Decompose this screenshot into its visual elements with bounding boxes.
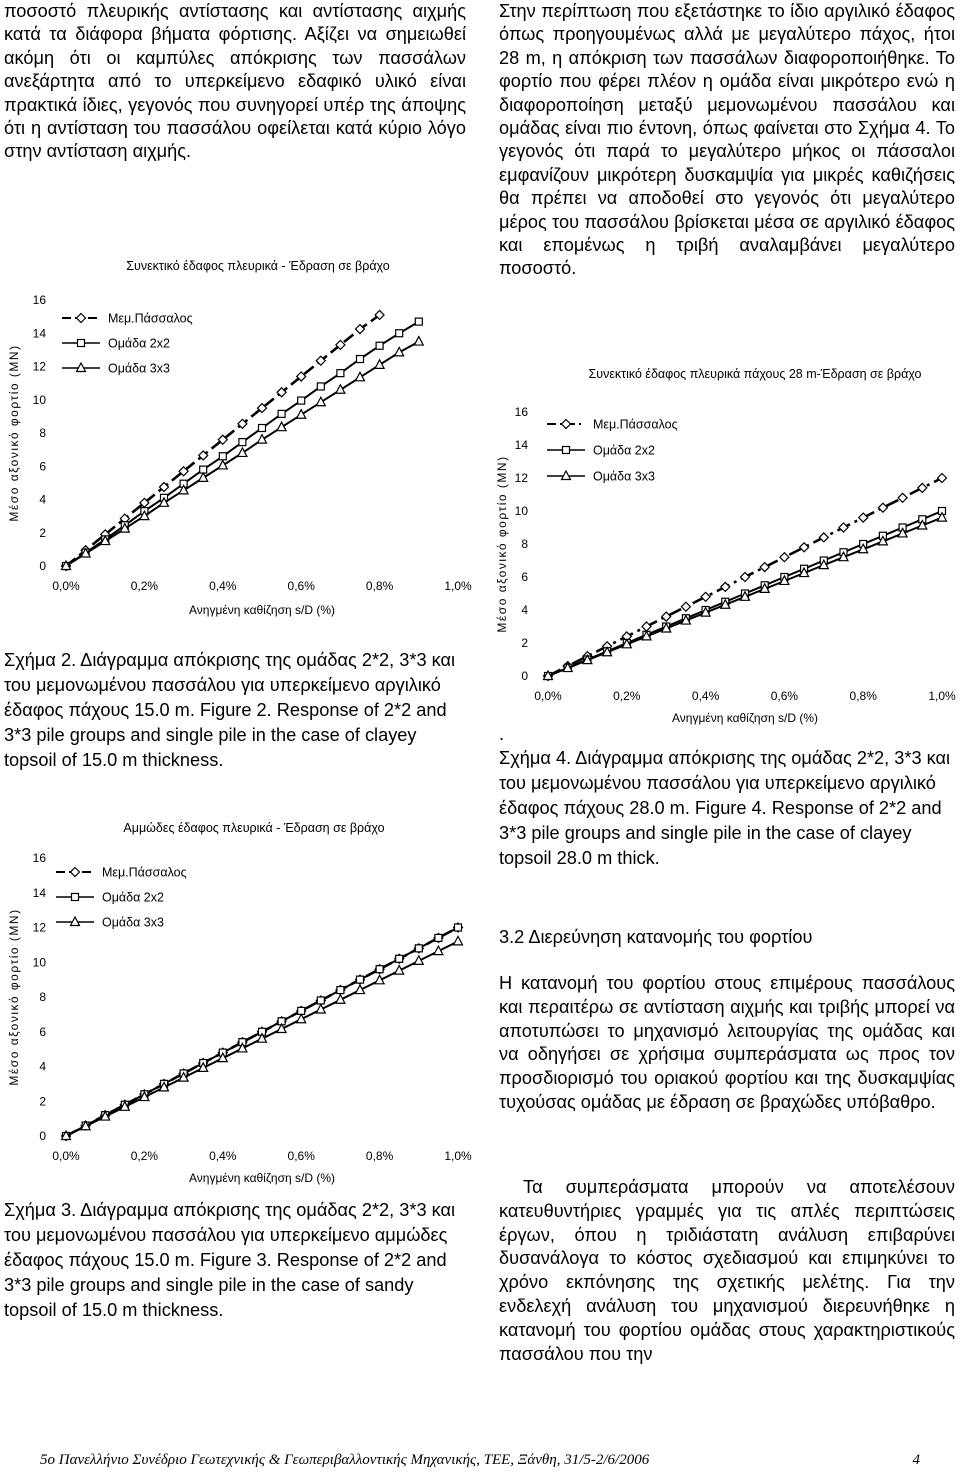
series-point — [239, 439, 246, 446]
y-tick-label: 12 — [32, 359, 46, 374]
legend-label: Ομάδα 2x2 — [108, 336, 170, 351]
y-tick-label: 6 — [39, 459, 46, 474]
y-tick-label: 16 — [32, 293, 46, 307]
y-tick-label: 16 — [32, 851, 46, 865]
series-point — [800, 543, 809, 552]
series-point — [839, 523, 848, 532]
series-point — [760, 563, 769, 572]
series-point — [396, 955, 403, 962]
fig4-svg — [492, 362, 960, 734]
x-axis-label: Ανηγμένη καθίζηση s/D (%) — [188, 603, 336, 617]
x-tick-label: 0,0% — [52, 1149, 80, 1163]
stray-dot: . — [499, 724, 505, 744]
series-point — [681, 602, 690, 611]
legend-point — [563, 447, 570, 454]
series-point — [336, 385, 345, 394]
legend-label: Ομάδα 3x3 — [102, 915, 164, 930]
series-point — [662, 612, 671, 621]
figure-4-chart — [492, 362, 960, 734]
y-tick-label: 0 — [521, 669, 528, 683]
legend-label: Μεμ.Πάσσαλος — [593, 417, 678, 432]
series-point — [337, 370, 344, 377]
footer-page-number: 4 — [912, 1452, 920, 1468]
series-point — [780, 553, 789, 562]
legend-point — [562, 420, 571, 429]
figure-2-caption: Σχήμα 2. Διάγραμμα απόκρισης της ομάδας 2*2, 3*3 και του μεμονωμένου πασσάλου για υπερκείμενο αργιλικό έδαφος πάχους 15.0 m. Figure 2. Response of 2*2 and 3*3 pile groups and single pile in the case of clayey topsoil of 15.0 m thickness. — [4, 650, 456, 770]
series-point — [357, 976, 364, 983]
right-paragraph-2: Η κατανομή του φορτίου στους επιμέρους πασσάλους και περαιτέρω σε αντίσταση αιχμής και τριβής μπορεί να αποτυπώσει το μηχανισμό λειτουργίας της ομάδας και να οδηγήσει σε χρήσιμα συμπεράσματα ως προς τον προσδιορισμό του οριακού φορτίου και της δυσκαμψίας τυχούσας ομάδας με έδραση σε βραχώδες υπόβαθρο. — [499, 973, 955, 1112]
right-paragraph-1: Στην περίπτωση που εξετάστηκε το ίδιο αργιλικό έδαφος όπως προηγουμένως αλλά με μεγαλύτερο πάχος, ήτοι 28 m, η απόκριση των πασσάλων διαφοροποιήθηκε. Το φορτίο που φέρει πλέον η ομάδα είναι μικρότερο ενώ η διαφοροποίηση μεταξύ μεμονωμένου πασσάλου και ομάδας είναι πιο έντονη, όπως φαίνεται στο Σχήμα 4. Το γεγονός ότι παρά το μεγαλύτερο μήκος οι πάσσαλοι εμφανίζουν μικρότερη δυσκαμψία για μικρές καθιζήσεις θα πρέπει να αποδοθεί στο γεγονός ότι μεγαλύτερο μέρος του πασσάλου βρίσκεται μέσα σε αργιλικό έδαφος και επομένως η τριβή αναλαμβάνει μεγαλύτερο ποσοστό. — [499, 1, 955, 279]
x-tick-label: 0,4% — [209, 1149, 237, 1163]
y-tick-label: 12 — [32, 920, 46, 935]
legend-point — [77, 314, 86, 323]
legend-point — [72, 894, 79, 901]
section-heading: 3.2 Διερεύνηση κατανομής του φορτίου — [499, 927, 813, 947]
chart-title: Συνεκτικό έδαφος πλευρικά πάχους 28 m-Έδραση σε βράχο — [588, 367, 922, 381]
x-tick-label: 0,6% — [770, 689, 799, 703]
x-tick-label: 0,6% — [287, 579, 315, 593]
y-tick-label: 8 — [521, 537, 528, 551]
y-tick-label: 10 — [514, 504, 528, 518]
legend-label: Ομάδα 3x3 — [108, 361, 170, 376]
series-point — [238, 448, 247, 457]
series-point — [259, 425, 266, 432]
y-tick-label: 14 — [32, 326, 46, 341]
series-point — [258, 435, 267, 444]
legend-point — [78, 340, 85, 347]
legend-label: Ομάδα 2x2 — [593, 443, 655, 458]
fig3-svg — [0, 816, 480, 1188]
series-point — [701, 592, 710, 601]
x-tick-label: 0,0% — [534, 689, 562, 703]
figure-3-caption: Σχήμα 3. Διάγραμμα απόκρισης της ομάδας 2*2, 3*3 και του μεμονωμένου πασσάλου για υπερκείμενο αμμώδες έδαφος πάχους 15.0 m. Figure 3. Response of 2*2 and 3*3 pile groups and single pile in the case of sandy topsoil of 15.0 m thickness. — [4, 1200, 456, 1320]
y-tick-label: 4 — [521, 603, 528, 617]
x-tick-label: 1,0% — [444, 1149, 472, 1163]
y-tick-label: 2 — [39, 1094, 46, 1109]
series-point — [414, 337, 423, 346]
x-tick-label: 0,0% — [52, 579, 80, 593]
x-tick-label: 0,6% — [287, 1149, 315, 1163]
x-axis-label: Ανηγμένη καθίζηση s/D (%) — [188, 1171, 336, 1185]
x-tick-label: 0,8% — [849, 689, 877, 703]
series-point — [277, 422, 286, 431]
series-3 — [62, 936, 463, 1139]
series-point — [859, 513, 868, 522]
series-point — [219, 453, 226, 460]
y-tick-label: 10 — [32, 955, 46, 970]
legend-label: Μεμ.Πάσσαλος — [102, 865, 187, 880]
y-tick-label: 8 — [39, 990, 46, 1004]
series-point — [396, 330, 403, 337]
y-axis-label: Μέσο αξονικό φορτίο (ΜΝ) — [7, 344, 21, 522]
y-tick-label: 0 — [39, 1129, 46, 1143]
chart-title: Συνεκτικό έδαφος πλευρικά - Έδραση σε βράχο — [126, 259, 390, 273]
series-point — [199, 473, 208, 482]
series-point — [317, 383, 324, 390]
x-tick-label: 0,8% — [365, 579, 394, 593]
x-tick-label: 1,0% — [444, 579, 472, 593]
figure-3-chart — [0, 816, 480, 1188]
y-tick-label: 16 — [514, 405, 528, 419]
x-tick-label: 0,8% — [365, 1149, 394, 1163]
series-point — [298, 397, 305, 404]
y-tick-label: 4 — [39, 492, 46, 507]
y-tick-label: 0 — [39, 559, 46, 573]
series-point — [376, 342, 383, 349]
right-paragraph-3: Τα συμπεράσματα μπορούν να αποτελέσουν κατευθυντήριες γραμμές για τις απλές περιπτώσεις έργων, όπου η τριδιάστατη ανάλυση επιβαρύνει δυσανάλογα το κόστος σχεδιασμού και επιμηκύνει το χρόνο εκπόνησης της σχετικής μελέτης. Για την ενδελεχή ανάλυση του μηχανισμού διερευνήθηκε η κατανομή του φορτίου ομάδας στους χαρακτηριστικούς πασσάλου που την — [499, 1177, 955, 1364]
series-point — [878, 503, 887, 512]
page-footer — [40, 1452, 920, 1469]
y-tick-label: 14 — [32, 885, 46, 900]
figure-4-caption: Σχήμα 4. Διάγραμμα απόκρισης της ομάδας 2*2, 3*3 και του μεμονωμένου πασσάλου για υπερκείμενο αργιλικό έδαφος πάχους 28.0 m. Figure 4. Response of 2*2 and 3*3 pile groups and single pile in the case of clayey topsoil 28.0 m thick. — [499, 748, 951, 868]
footer-conference: 5ο Πανελλήνιο Συνέδριο Γεωτεχνικής & Γεωπεριβαλλοντικής Μηχανικής, ΤΕΕ, Ξάνθη, 31/5-2/6/2006 — [40, 1452, 650, 1468]
legend-label: Ομάδα 3x3 — [593, 469, 655, 484]
series-2 — [63, 318, 423, 569]
x-tick-label: 0,2% — [130, 579, 159, 593]
series-point — [316, 397, 325, 406]
series-point — [375, 360, 384, 369]
x-tick-label: 0,4% — [209, 579, 237, 593]
series-point — [741, 573, 750, 582]
series-point — [898, 493, 907, 502]
legend-label: Ομάδα 2x2 — [102, 890, 164, 905]
y-axis-label: Μέσο αξονικό φορτίο (ΜΝ) — [7, 908, 21, 1086]
y-axis-label: Μέσο αξονικό φορτίο (ΜΝ) — [495, 455, 509, 633]
y-tick-label: 4 — [39, 1059, 46, 1074]
y-tick-label: 14 — [514, 438, 528, 452]
y-tick-label: 2 — [39, 525, 46, 540]
series-point — [455, 924, 462, 931]
series-point — [376, 966, 383, 973]
series-point — [218, 460, 227, 469]
series-point — [938, 474, 947, 483]
series-point — [642, 622, 651, 631]
y-tick-label: 12 — [514, 471, 528, 485]
series-point — [297, 410, 306, 419]
series-point — [918, 483, 927, 492]
series-point — [415, 318, 422, 325]
legend-label: Μεμ.Πάσσαλος — [108, 311, 193, 326]
x-tick-label: 1,0% — [928, 689, 956, 703]
y-tick-label: 2 — [521, 636, 528, 650]
series-point — [357, 356, 364, 363]
figure-2-chart — [0, 248, 480, 632]
series-point — [356, 372, 365, 381]
chart-title: Αμμώδες έδαφος πλευρικά - Έδραση σε βράχο — [123, 821, 385, 835]
series-point — [337, 987, 344, 994]
intro-paragraph: ποσοστό πλευρικής αντίστασης και αντίστασης αιχμής κατά τα διάφορα βήματα φόρτισης. Αξίζει να σημειωθεί ακόμη ότι οι καμπύλες απόκρισης των πασσάλων ανεξάρτητα από το υπερκείμενο εδαφικό υλικό είναι πρακτικά ίδιες, γεγονός που συνηγορεί υπέρ της άποψης ότι η αντίσταση του πασσάλου οφείλεται κατά κύριο λόγο στην αντίσταση αιχμής. — [4, 1, 466, 162]
series-point — [819, 533, 828, 542]
x-tick-label: 0,2% — [613, 689, 641, 703]
series-point — [317, 997, 324, 1004]
series-point — [454, 936, 463, 945]
y-tick-label: 6 — [39, 1024, 46, 1039]
x-tick-label: 0,4% — [691, 689, 720, 703]
legend-point — [71, 868, 80, 877]
series-point — [415, 945, 422, 952]
y-tick-label: 10 — [32, 392, 46, 407]
fig2-svg — [0, 248, 480, 632]
x-axis-label: Ανηγμένη καθίζηση s/D (%) — [671, 711, 819, 725]
x-tick-label: 0,2% — [130, 1149, 159, 1163]
series-point — [278, 410, 285, 417]
series-point — [721, 582, 730, 591]
y-tick-label: 8 — [39, 426, 46, 440]
series-point — [435, 934, 442, 941]
y-tick-label: 6 — [521, 570, 528, 584]
